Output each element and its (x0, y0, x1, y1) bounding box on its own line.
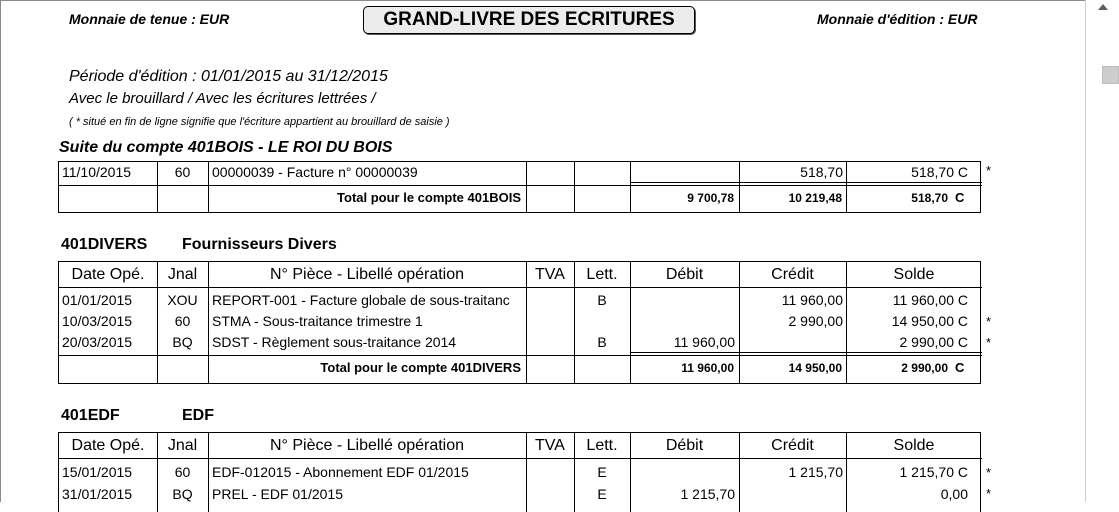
col-date: Date Opé. (71, 266, 145, 283)
account-name-401edf: EDF (182, 407, 214, 424)
date-cell: 10/03/2015 (62, 313, 133, 329)
total-balance: 2 990,00 (901, 361, 948, 375)
balance-cell: 14 950,00 C (891, 313, 968, 329)
label-cell: PREL - EDF 01/2015 (212, 486, 343, 502)
date-cell: 20/03/2015 (62, 334, 133, 350)
account-name-401divers: Fournisseurs Divers (182, 236, 337, 253)
label-cell: REPORT-001 - Facture globale de sous-traitanc (212, 292, 510, 308)
debit-cell: 11 960,00 (673, 334, 735, 350)
balance-cell: 518,70 C (911, 164, 968, 180)
col-journal: Jnal (167, 266, 198, 283)
journal-cell: 60 (174, 164, 191, 180)
total-credit: 14 950,00 (788, 361, 842, 375)
col-balance: Solde (893, 266, 935, 283)
ledger-table-401bois (58, 161, 981, 213)
journal-cell: BQ (172, 486, 193, 502)
currency-held-label: Monnaie de tenue : EUR (69, 11, 230, 27)
draft-marker: * (986, 163, 992, 178)
lettering-cell: B (597, 334, 607, 350)
date-cell: 11/10/2015 (62, 164, 132, 180)
draft-marker: * (986, 335, 992, 350)
total-label: Total pour le compte 401DIVERS (320, 360, 521, 375)
total-debit: 11 960,00 (681, 361, 734, 375)
credit-cell: 518,70 (800, 164, 843, 180)
label-cell: STMA - Sous-traitance trimestre 1 (212, 313, 423, 329)
total-sens: C (955, 360, 965, 375)
ledger-table-401divers (58, 261, 981, 384)
col-credit: Crédit (771, 437, 814, 454)
total-debit: 9 700,78 (687, 191, 734, 205)
lettering-cell: E (597, 464, 607, 480)
balance-cell: 0,00 (940, 486, 968, 502)
journal-cell: 60 (174, 313, 191, 329)
total-label: Total pour le compte 401BOIS (337, 190, 521, 205)
total-credit: 10 219,48 (788, 191, 842, 205)
label-cell: 00000039 - Facture n° 00000039 (212, 164, 418, 180)
col-balance: Solde (893, 437, 935, 454)
col-lettering: Lett. (586, 437, 618, 454)
journal-cell: XOU (167, 292, 198, 308)
total-sens: C (955, 190, 965, 205)
date-cell: 01/01/2015 (62, 292, 133, 308)
period-line: Période d'édition : 01/01/2015 au 31/12/2015 (69, 68, 388, 85)
journal-cell: 60 (174, 464, 191, 480)
ledger-table-401edf (58, 432, 981, 512)
col-vat: TVA (535, 437, 565, 454)
report-title: GRAND-LIVRE DES ECRITURES (363, 6, 695, 34)
lettering-cell: B (597, 292, 607, 308)
credit-cell: 11 960,00 (781, 292, 843, 308)
lettering-cell: E (597, 486, 607, 502)
balance-cell: 2 990,00 C (899, 334, 968, 350)
col-lettering: Lett. (586, 266, 618, 283)
journal-cell: BQ (172, 334, 193, 350)
draft-note: ( * situé en fin de ligne signifie que l'écriture appartient au brouillard de saisie ) (69, 116, 450, 128)
label-cell: SDST - Règlement sous-traitance 2014 (212, 334, 457, 350)
col-credit: Crédit (771, 266, 814, 283)
col-label: N° Pièce - Libellé opération (269, 437, 465, 454)
account-code-401divers: 401DIVERS (61, 236, 148, 253)
credit-cell: 1 215,70 (788, 464, 843, 480)
scroll-up-icon[interactable] (1098, 4, 1108, 10)
date-cell: 31/01/2015 (62, 486, 133, 502)
debit-cell: 1 215,70 (680, 486, 735, 502)
label-cell: EDF-012015 - Abonnement EDF 01/2015 (212, 464, 469, 480)
col-debit: Débit (665, 266, 704, 283)
credit-cell: 2 990,00 (788, 313, 843, 329)
col-date: Date Opé. (71, 437, 145, 454)
scroll-thumb[interactable] (1102, 66, 1119, 84)
vertical-scrollbar[interactable] (1085, 0, 1119, 502)
col-journal: Jnal (167, 437, 198, 454)
account-code-401edf: 401EDF (61, 407, 120, 424)
date-cell: 15/01/2015 (62, 464, 133, 480)
section-title-401bois: Suite du compte 401BOIS - LE ROI DU BOIS (59, 139, 393, 156)
total-balance: 518,70 (911, 191, 948, 205)
col-debit: Débit (665, 437, 704, 454)
currency-edition-label: Monnaie d'édition : EUR (817, 11, 978, 27)
col-vat: TVA (535, 266, 565, 283)
draft-marker: * (986, 314, 992, 329)
balance-cell: 1 215,70 C (899, 464, 968, 480)
balance-cell: 11 960,00 C (892, 292, 968, 308)
draft-marker: * (986, 465, 992, 480)
col-label: N° Pièce - Libellé opération (269, 266, 465, 283)
options-line: Avec le brouillard / Avec les écritures lettrées / (69, 90, 376, 107)
draft-marker: * (986, 486, 992, 501)
